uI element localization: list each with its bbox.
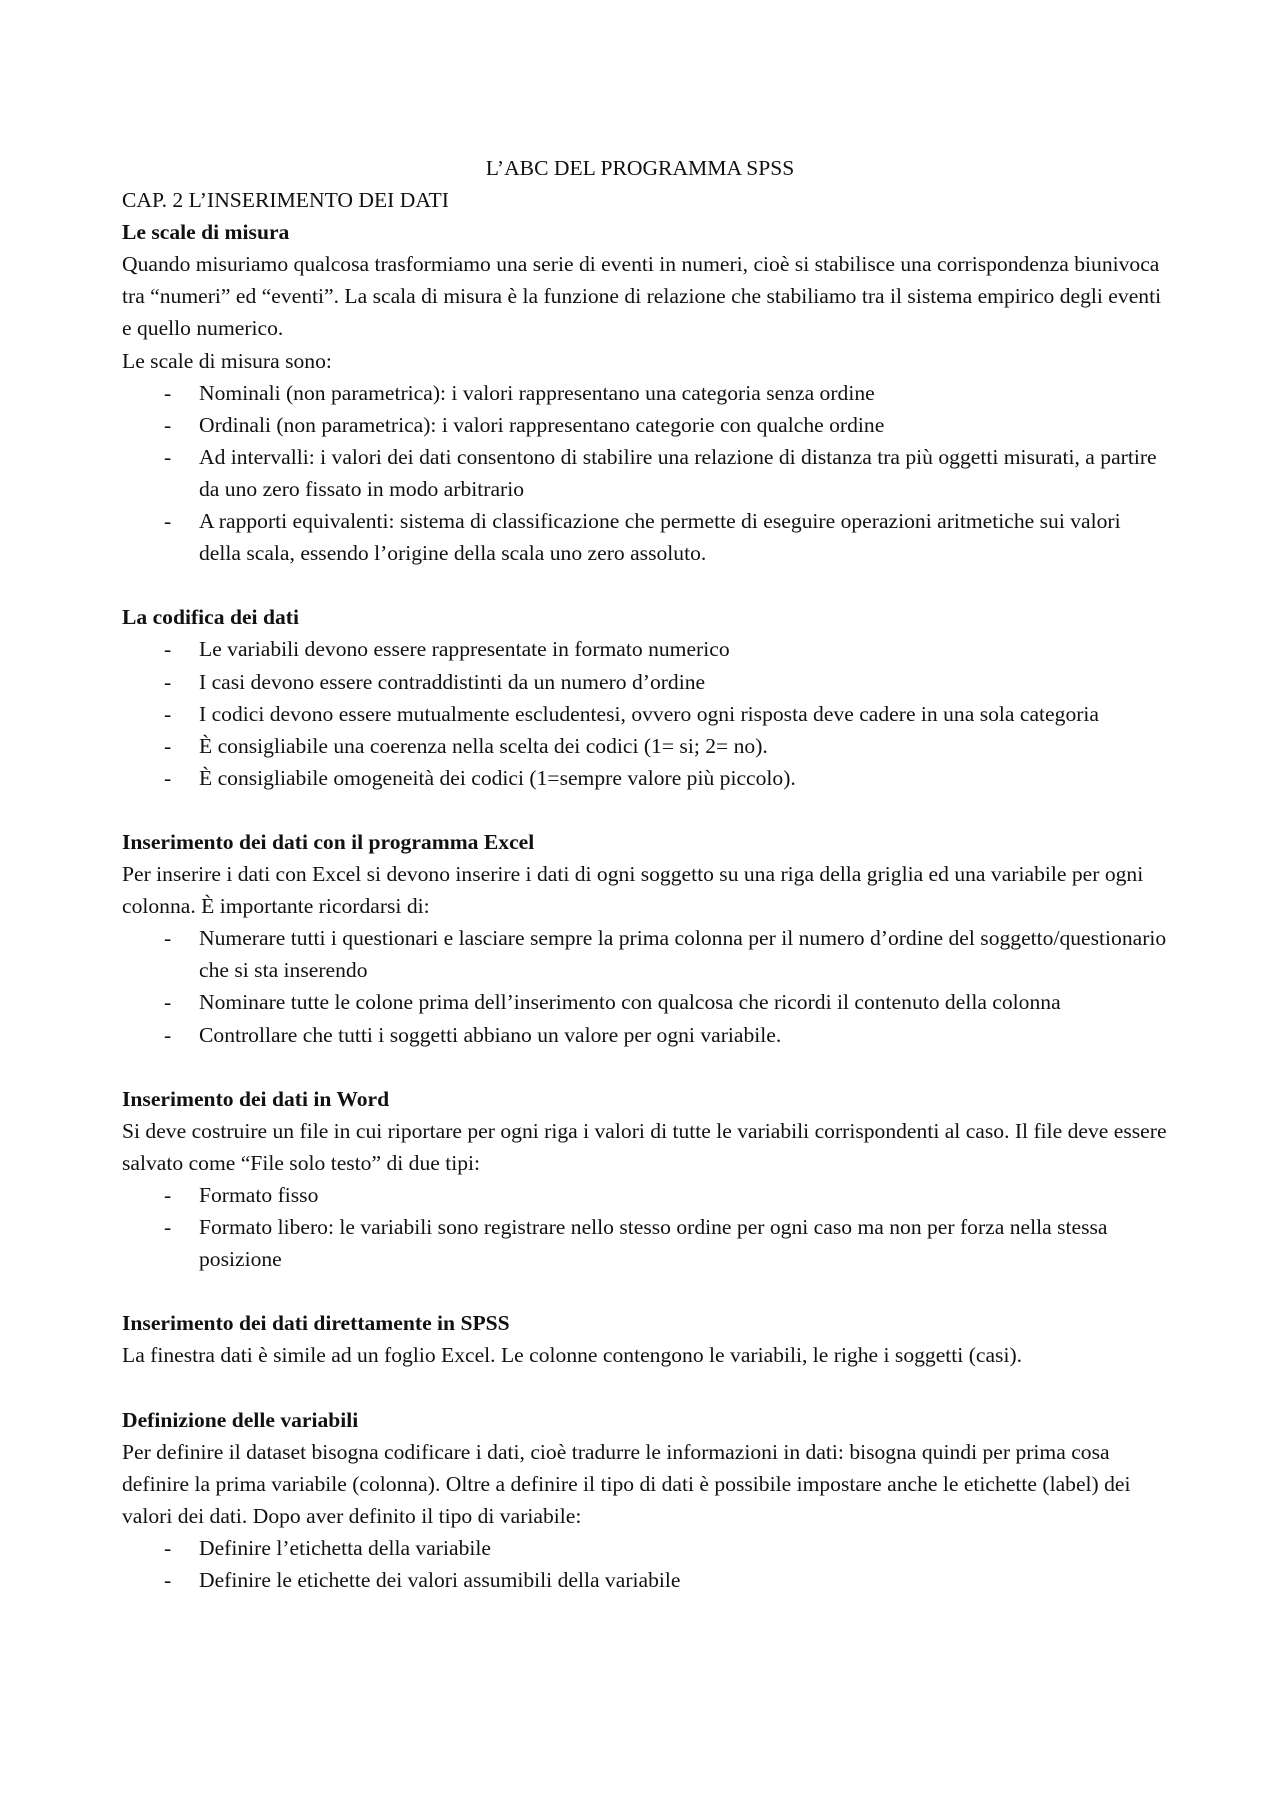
sections xyxy=(122,216,1167,1596)
list-item xyxy=(122,633,1167,665)
paragraph: Si deve costruire un file in cui riportare per ogni riga i valori di tutte le variabili corrispondenti al caso. Il file deve essere salvato come “File solo testo” di due tipi: xyxy=(122,1118,1167,1175)
list-item xyxy=(122,986,1167,1018)
section-heading: Inserimento dei dati in Word xyxy=(122,1086,390,1111)
list-item-text: I casi devono essere contraddistinti da un numero d’ordine xyxy=(199,669,706,694)
bullet-list xyxy=(122,377,1167,570)
list-item-text: Formato fisso xyxy=(199,1183,319,1207)
section xyxy=(122,1083,1167,1276)
paragraph: La finestra dati è simile ad un foglio Excel. Le colonne contengono le variabili, le righe i soggetti (casi). xyxy=(122,1343,1023,1368)
section-spacer xyxy=(122,569,1167,601)
bullet-list xyxy=(122,1532,1167,1596)
list-item xyxy=(122,505,1167,569)
list-item xyxy=(122,730,1167,762)
document-title: L’ABC DEL PROGRAMMA SPSS xyxy=(485,156,795,180)
list-item-text: Numerare tutti i questionari e lasciare sempre la prima colonna per il numero d’ordine del soggetto/questionario che si sta inserendo xyxy=(199,926,1167,983)
bullet-dash: - xyxy=(164,1536,172,1561)
bullet-dash: - xyxy=(164,1183,172,1207)
bullet-dash: - xyxy=(164,669,172,694)
bullet-dash: - xyxy=(164,637,172,662)
list-item-text: Le variabili devono essere rappresentate in formato numerico xyxy=(199,637,730,662)
bullet-dash: - xyxy=(164,444,172,469)
section-heading: Definizione delle variabili xyxy=(122,1407,359,1432)
list-item xyxy=(122,377,1167,409)
bullet-dash: - xyxy=(164,509,172,534)
list-item xyxy=(122,1179,1167,1211)
section xyxy=(122,216,1167,569)
section xyxy=(122,1307,1167,1371)
section-spacer xyxy=(122,794,1167,826)
bullet-dash: - xyxy=(164,990,172,1015)
section-spacer xyxy=(122,1051,1167,1083)
list-item xyxy=(122,409,1167,441)
section xyxy=(122,601,1167,794)
list-item-text: Formato libero: le variabili sono registrare nello stesso ordine per ogni caso ma non per forza nella stessa posizione xyxy=(199,1215,1108,1272)
bullet-list xyxy=(122,922,1167,1050)
list-item-text: A rapporti equivalenti: sistema di classificazione che permette di eseguire operazioni aritmetiche sui valori della scala, essendo l’origine della scala uno zero assoluto. xyxy=(199,509,1121,566)
section xyxy=(122,826,1167,1051)
section xyxy=(122,1404,1167,1597)
bullet-dash: - xyxy=(164,380,172,405)
paragraph: Le scale di misura sono: xyxy=(122,348,332,373)
list-item-text: Definire le etichette dei valori assumibili della variabile xyxy=(199,1568,681,1593)
list-item xyxy=(122,1532,1167,1564)
list-item-text: I codici devono essere mutualmente escludentesi, ovvero ogni risposta deve cadere in una sola categoria xyxy=(199,701,1100,726)
bullet-dash: - xyxy=(164,412,172,437)
list-item-text: Nominali (non parametrica): i valori rappresentano una categoria senza ordine xyxy=(199,380,875,405)
bullet-dash: - xyxy=(164,1215,172,1240)
section-spacer xyxy=(122,1275,1167,1307)
list-item xyxy=(122,441,1167,505)
list-item xyxy=(122,762,1167,794)
bullet-dash: - xyxy=(164,926,172,951)
paragraph: Per definire il dataset bisogna codificare i dati, cioè tradurre le informazioni in dati: bisogna quindi per prima cosa definire la prima variabile (colonna). Oltre a definire il tipo di dati è possibile impostare anche le etichette (label) dei valori dei dati. Dopo aver definito il tipo di variabile: xyxy=(122,1439,1131,1528)
bullet-list xyxy=(122,633,1167,793)
list-item xyxy=(122,666,1167,698)
list-item xyxy=(122,922,1167,986)
paragraph: Per inserire i dati con Excel si devono inserire i dati di ogni soggetto su una riga della griglia ed una variabile per ogni colonna. È importante ricordarsi di: xyxy=(122,862,1144,919)
list-item-text: Ordinali (non parametrica): i valori rappresentano categorie con qualche ordine xyxy=(199,412,885,437)
list-item xyxy=(122,698,1167,730)
section-heading: La codifica dei dati xyxy=(122,605,299,630)
list-item xyxy=(122,1564,1167,1596)
list-item-text: Definire l’etichetta della variabile xyxy=(199,1536,491,1561)
bullet-list xyxy=(122,1179,1167,1275)
list-item-text: Controllare che tutti i soggetti abbiano un valore per ogni variabile. xyxy=(199,1022,782,1047)
list-item-text: È consigliabile omogeneità dei codici (1=sempre valore più piccolo). xyxy=(199,765,796,790)
list-item-text: È consigliabile una coerenza nella scelta dei codici (1= si; 2= no). xyxy=(199,733,768,758)
section-heading: Inserimento dei dati direttamente in SPSS xyxy=(122,1311,510,1336)
list-item xyxy=(122,1211,1167,1275)
bullet-dash: - xyxy=(164,1568,172,1593)
chapter-heading: CAP. 2 L’INSERIMENTO DEI DATI xyxy=(122,188,449,213)
list-item-text: Ad intervalli: i valori dei dati consentono di stabilire una relazione di distanza tra più oggetti misurati, a partire da uno zero fissato in modo arbitrario xyxy=(199,444,1157,501)
section-heading: Le scale di misura xyxy=(122,220,290,245)
bullet-dash: - xyxy=(164,733,172,758)
document-page xyxy=(122,152,1167,1596)
section-spacer xyxy=(122,1372,1167,1404)
paragraph: Quando misuriamo qualcosa trasformiamo una serie di eventi in numeri, cioè si stabilisce una corrispondenza biunivoca tra “numeri” ed “eventi”. La scala di misura è la funzione di relazione che stabiliamo tra il sistema empirico degli eventi e quello numerico. xyxy=(122,252,1162,341)
list-item-text: Nominare tutte le colone prima dell’inserimento con qualcosa che ricordi il contenuto della colonna xyxy=(199,990,1061,1015)
list-item xyxy=(122,1019,1167,1051)
section-heading: Inserimento dei dati con il programma Excel xyxy=(122,829,535,854)
bullet-dash: - xyxy=(164,1022,172,1047)
bullet-dash: - xyxy=(164,701,172,726)
bullet-dash: - xyxy=(164,765,172,790)
